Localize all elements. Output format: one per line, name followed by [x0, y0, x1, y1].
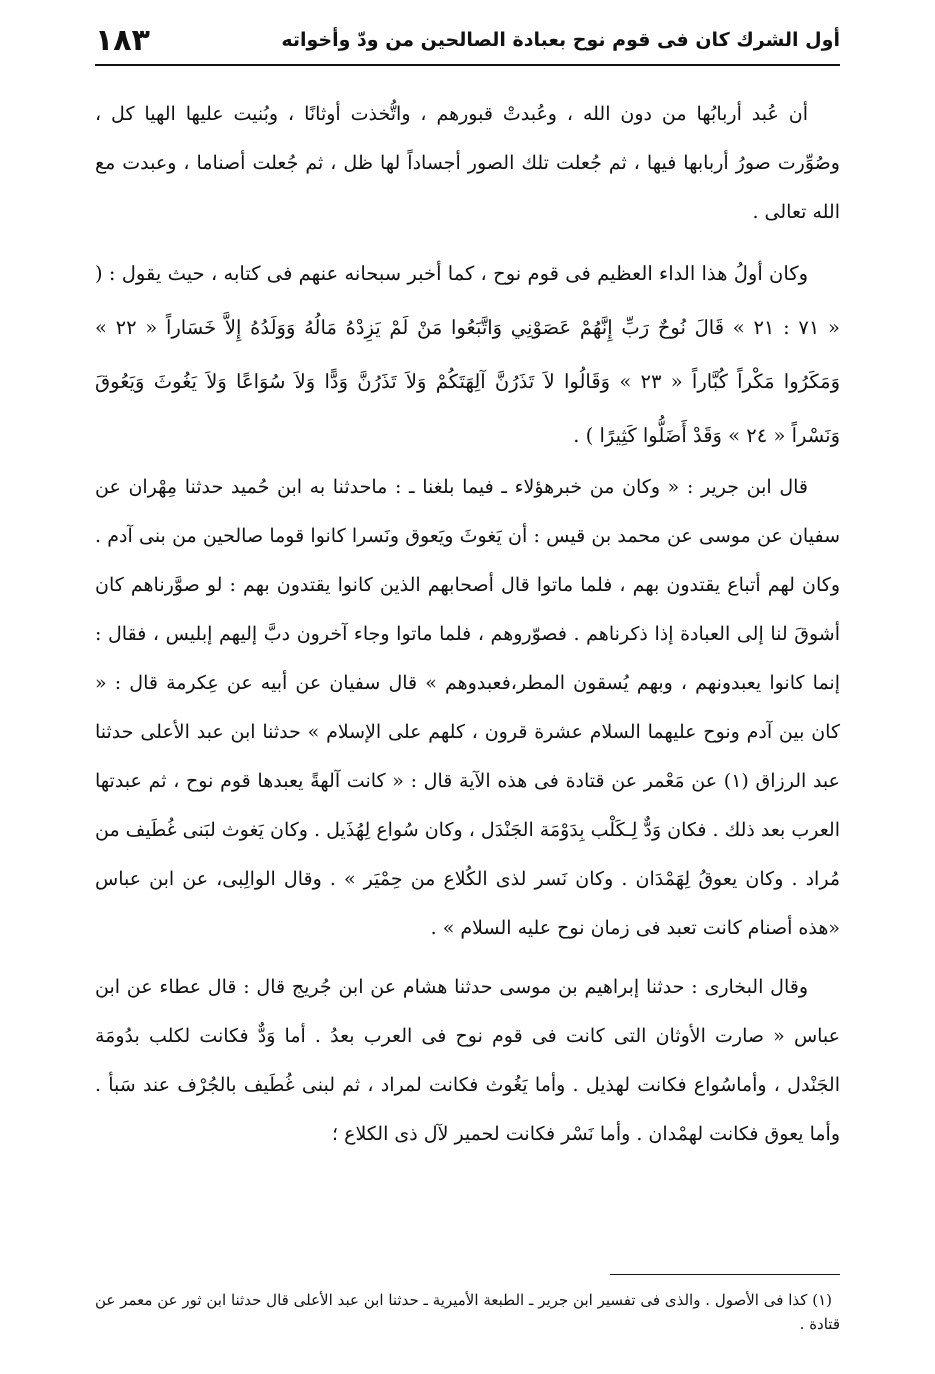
page-number: ١٨٣: [95, 22, 150, 58]
paragraph-3: قال ابن جرير : « وكان من خبرهؤلاء ـ فيما بلغنا ـ : ماحدثنا به ابن حُميد حدثنا مِهْران عن سفيان عن موسى عن محمد بن قيس : أن يَغوثَ ويَعوق ونَسرا كانوا قوما صالحين من بنى آدم . وكان لهم أتباع يقتدون بهم ، فلما ماتوا قال أصحابهم الذين كانوا يقتدون بهم : لو صوَّرناهم كان أشوقَ لنا إلى العبادة إذا ذكرناهم . فصوّروهم ، فلما ماتوا وجاء آخرون دبَّ إليهم إبليس ، فقال : إنما كانوا يعبدونهم ، وبهم يُسقون المطر،فعبدوهم » قال سفيان عن أبيه عن عِكرمة قال : « كان بين آدم ونوح عليهما السلام عشرة قرون ، كلهم على الإسلام » حدثنا ابن عبد الأعلى حدثنا عبد الرزاق (١) عن مَعْمر عن قتادة فى هذه الآية قال : « كانت آلهةً يعبدها قوم نوح ، ثم عبدتها العرب بعد ذلك . فكان وَدٌّ لِـكَلْب بِدَوْمَة الجَنْدَل ، وكان سُواع لِهُذَيل . وكان يَغوث لبَنى غُطَيف من مُراد . وكان يعوقُ لِهَمْدَان . وكان نَسر لذى الكُلاع من حِمْيَر » . وقال الوالِبى، عن ابن عباس «هذه أصنام كانت تعبد فى زمان نوح عليه السلام » .: [95, 476, 840, 939]
body-text: [95, 90, 840, 1159]
footnote: (١) كذا فى الأصول . والذى فى تفسير ابن جرير ـ الطبعة الأميرية ـ حدثنا ابن عبد الأعلى قال حدثنا ابن ثور عن معمر عن قتادة .: [95, 1291, 840, 1333]
page-header: [95, 16, 840, 66]
paragraph-1: أن عُبد أربابُها من دون الله ، وعُبدتْ قبورهم ، واتُّخذت أوثانًا ، وبُنيت عليها الهيا كل ، وصُوِّرت صورُ أربابها فيها ، ثم جُعلت تلك الصور أجساداً لها ظل ، ثم جُعلت أصناما ، وعبدت مع الله تعالى .: [95, 103, 840, 223]
paragraph-2-quran-quote: وكان أولُ هذا الداء العظيم فى قوم نوح ، كما أخبر سبحانه عنهم فى كتابه ، حيث يقول : ( « ٧١ : ٢١ » قَالَ نُوحٌ رَبِّ إِنَّهُمْ عَصَوْنِي وَاتَّبَعُوا مَنْ لَمْ يَزِدْهُ مَالُهُ وَوَلَدُهُ إِلاَّ خَسَاراً « ٢٢ » وَمَكَرُوا مَكْراً كُبَّاراً « ٢٣ » وَقَالُوا لاَ تَذَرُنَّ آلِهَتَكُمْ وَلاَ تَذَرُنَّ وَدًّا وَلاَ سُوَاعًا وَلاَ يَغُوثَ وَيَعُوقَ وَنَسْراً « ٢٤ » وَقَدْ أَضَلُّوا كَثِيرًا ) .: [95, 262, 840, 447]
paragraph-4: وقال البخارى : حدثنا إبراهيم بن موسى حدثنا هشام عن ابن جُريج قال : قال عطاء عن ابن عباس « صارت الأوثان التى كانت فى قوم نوح فى العرب بعدُ . أما وَدٌّ فكانت لكلب بدُومَة الجَنْدل ، وأماسُواع فكانت لهذيل . وأما يَغُوث فكانت لمراد ، ثم لبنى غُطَيف بالجُرْف عند سَبأ . وأما يعوق فكانت لهمْدان . وأما نَسْر فكانت لحمير لآل ذى الكلاع ؛: [95, 976, 840, 1145]
running-title: أول الشرك كان فى قوم نوح بعبادة الصالحين من ودّ وأخواته: [281, 29, 840, 51]
footnote-divider: [610, 1274, 840, 1275]
